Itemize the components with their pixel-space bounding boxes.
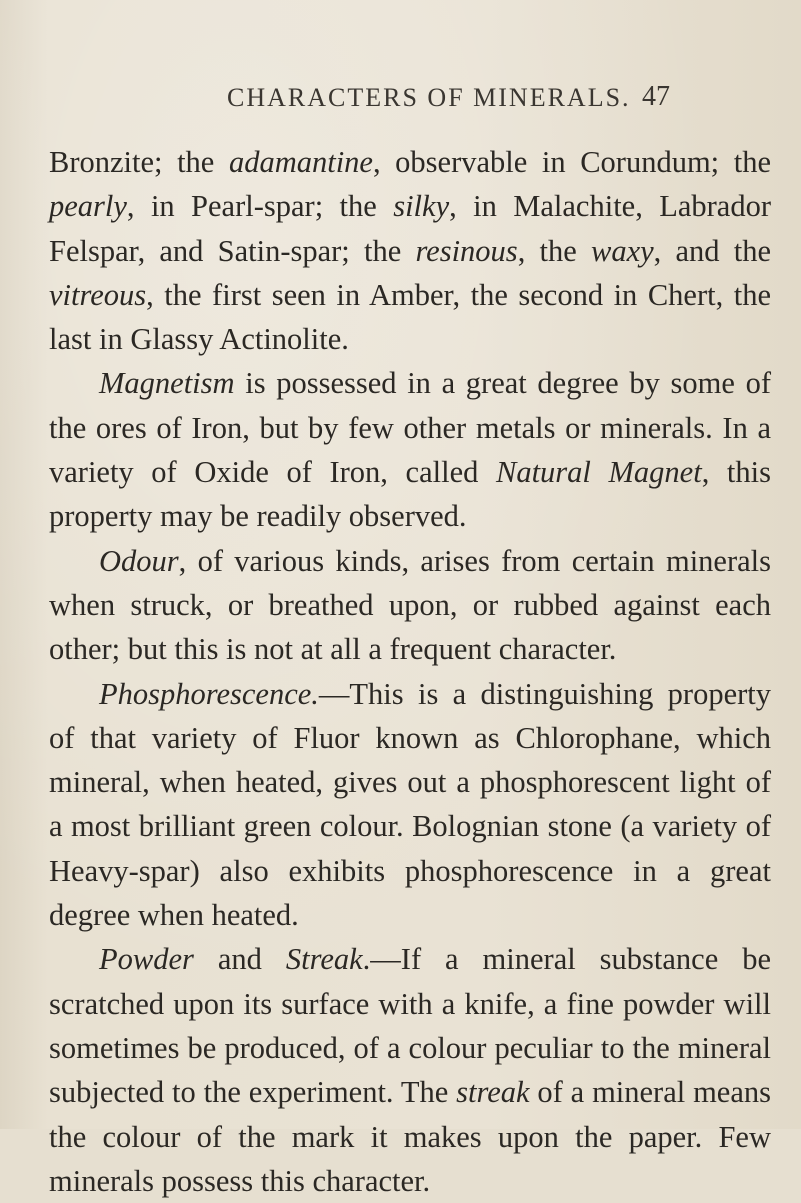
text-run: , of various kinds, arises from certain minerals when struck, or breathed upon, or rubbed against each other; but this is not at all a frequent character. — [49, 543, 771, 667]
paragraph-magnetism — [49, 361, 771, 538]
italic-term: Magnetism — [99, 366, 235, 401]
paragraph-odour — [49, 539, 771, 672]
text-run: , the — [517, 233, 591, 268]
italic-term: streak — [456, 1075, 530, 1110]
italic-term: resinous — [415, 233, 518, 268]
running-head — [0, 83, 801, 123]
text-run: is possessed in a great degree by some of the ores of Iron, but by few other metals or minerals. In a variety of Oxide of Iron, called — [49, 366, 771, 490]
text-run: , in Pearl-spar; the — [126, 189, 394, 224]
italic-term: Powder — [99, 942, 194, 977]
paragraph-lustre-continued — [49, 140, 771, 361]
text-run: , in Malachite, Labrador Felspar, and Satin-spar; the — [49, 189, 771, 268]
body-text — [49, 140, 771, 1203]
paragraph-phosphorescence — [49, 672, 771, 938]
page-number: 47 — [642, 81, 670, 112]
italic-term: silky — [393, 189, 450, 224]
paragraph-powder-and-streak — [49, 937, 771, 1203]
text-run: and — [193, 942, 286, 977]
text-run: , this property may be readily observed. — [49, 455, 771, 534]
text-run: , and the — [653, 233, 771, 268]
italic-term: adamantine — [228, 145, 373, 179]
text-run: .—If a mineral substance be scratched upon its surface with a knife, a fine powder will sometimes be produced, of a colour peculiar to the mineral subjected to the experiment. The — [49, 942, 771, 1110]
italic-term: waxy — [590, 233, 654, 268]
italic-term: Odour — [99, 543, 179, 578]
running-title: CHARACTERS OF MINERALS. — [227, 83, 631, 112]
italic-term: vitreous — [49, 277, 147, 312]
italic-term: Natural Magnet — [495, 455, 702, 490]
text-run: Bronzite; the — [49, 145, 229, 179]
italic-term: Phosphorescence. — [99, 676, 319, 711]
italic-term: Streak — [285, 942, 363, 977]
text-run: , observable in Corundum; the — [372, 145, 772, 179]
italic-term: pearly — [49, 189, 127, 224]
text-run: , the first seen in Amber, the second in Chert, the last in Glassy Actinolite. — [49, 277, 771, 357]
text-run: of a mineral means the colour of the mark it makes upon the paper. Few minerals possess this character. — [49, 1075, 771, 1198]
text-run: —This is a distinguishing property of that variety of Fluor known as Chlorophane, which mineral, when heated, gives out a phosphorescent light of a most brilliant green colour. Bolognian stone (a variety of Heavy-spar) also exhibits phosphorescence in a great degree when heated. — [49, 676, 771, 933]
